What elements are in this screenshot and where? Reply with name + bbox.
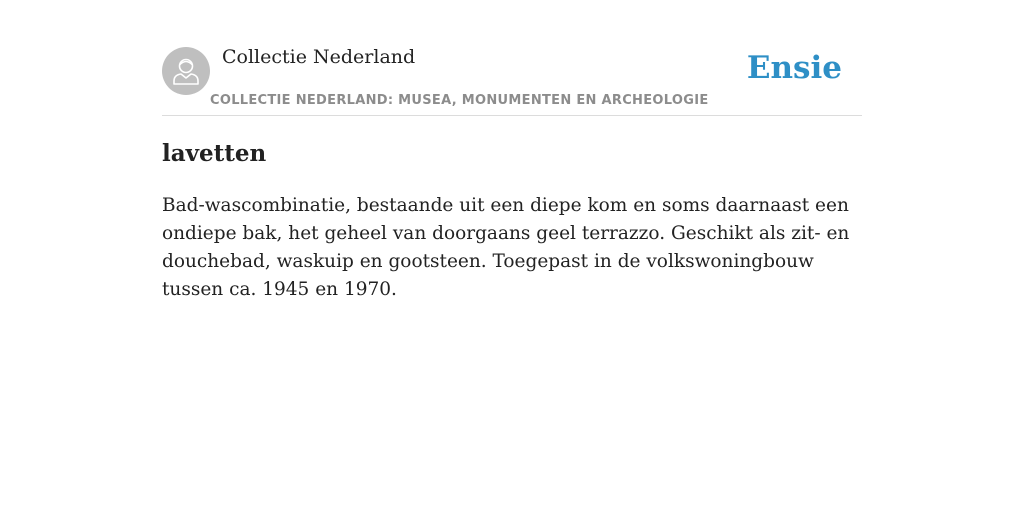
user-placeholder-icon xyxy=(162,47,210,95)
author-name[interactable]: Collectie Nederland xyxy=(222,46,416,68)
avatar[interactable] xyxy=(162,47,210,95)
author-header xyxy=(162,44,862,116)
definition-text: Bad-wascombinatie, bestaande uit een diepe kom en soms daarnaast een ondiepe bak, het geheel van doorgaans geel terrazzo. Geschikt als zit- en douchebad, waskuip en gootsteen. Toegepast in de volkswoningbouw tussen ca. 1945 en 1970. xyxy=(162,195,850,300)
ensie-logo[interactable]: Ensie xyxy=(746,50,842,86)
term-title: lavetten xyxy=(162,140,267,167)
author-subtitle: COLLECTIE NEDERLAND: MUSEA, MONUMENTEN EN ARCHEOLOGIE xyxy=(210,93,709,108)
